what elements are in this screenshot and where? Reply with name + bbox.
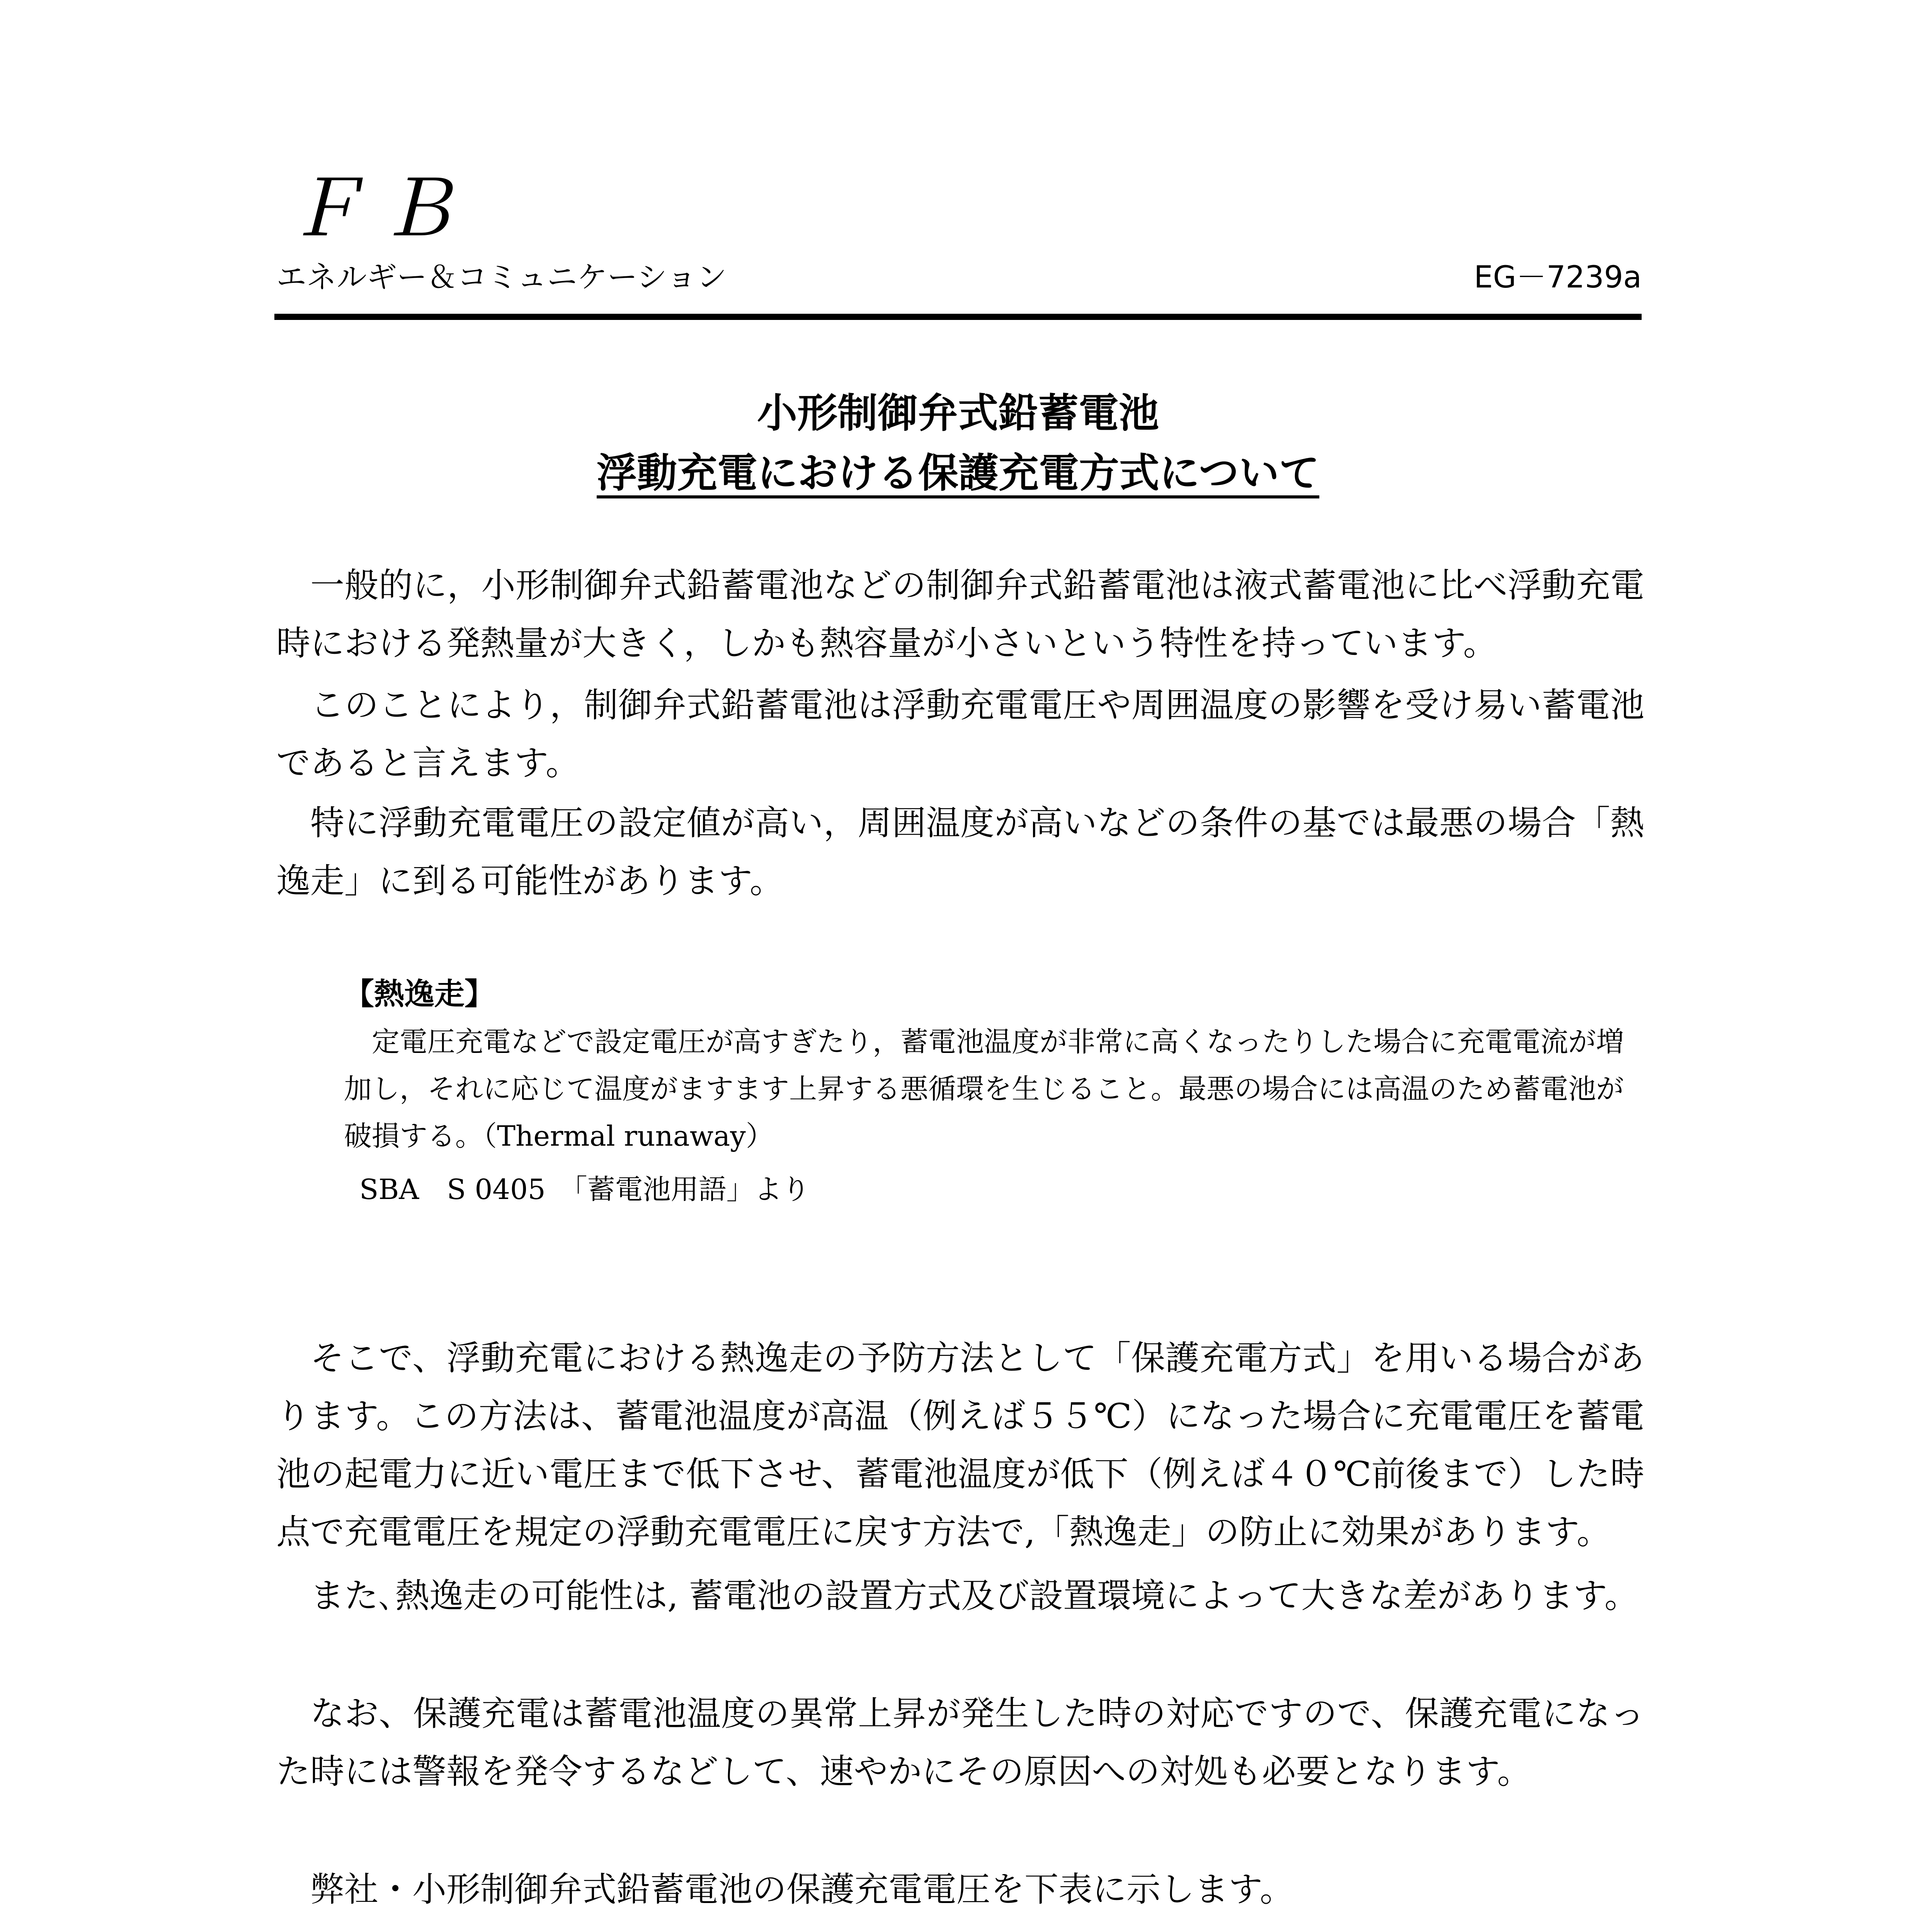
body-paragraph-1: そこで、浮動充電における熱逸走の予防方法として「保護充電方式」を用いる場合があります。この方法は、蓄電池温度が高温（例えば５５℃）になった場合に充電電圧を蓄電池の起電力に近い電圧まで低下させ、蓄電池温度が低下（例えば４０℃前後まで）した時点で充電電圧を規定の浮動充電電圧に戻す方法で,「熱逸走」の防止に効果があります。 (276, 1338, 1644, 1552)
department-name: エネルギー＆コミュニケーション (276, 260, 727, 295)
intro-paragraph-2: このことにより，制御弁式鉛蓄電池は浮動充電電圧や周囲温度の影響を受け易い蓄電池であると言えます。 (276, 685, 1644, 783)
title-line-2 (274, 440, 1642, 498)
body-paragraph-4: 弊社・小形制御弁式鉛蓄電池の保護充電電圧を下表に示します。 (310, 1869, 1294, 1909)
header-rule (274, 314, 1642, 320)
note-source: SBA S 0405 「蓄電池用語」より (359, 1173, 810, 1206)
document-number: EG－7239a (1474, 260, 1642, 295)
title-line-1: 小形制御弁式鉛蓄電池 (757, 389, 1159, 437)
body-paragraph-3: なお、保護充電は蓄電池温度の異常上昇が発生した時の対応ですので、保護充電になった時には警報を発令するなどして、速やかにその原因への対処も必要となります。 (276, 1694, 1644, 1791)
fb-logo: ＦＢ (286, 167, 472, 252)
note-body: 定電圧充電などで設定電圧が高すぎたり，蓄電池温度が非常に高くなったりした場合に充電電流が増加し，それに応じて温度がますます上昇する悪循環を生じること。最悪の場合には高温のため蓄電池が破損する。（Thermal runaway） (344, 1026, 1624, 1152)
intro-paragraph-1: 一般的に，小形制御弁式鉛蓄電池などの制御弁式鉛蓄電池は液式蓄電池に比べ浮動充電時における発熱量が大きく，しかも熱容量が小さいという特性を持っています。 (276, 565, 1644, 663)
note-heading: 【熱逸走】 (344, 977, 495, 1012)
intro-paragraph-3: 特に浮動充電電圧の設定値が高い，周囲温度が高いなどの条件の基では最悪の場合「熱逸走」に到る可能性があります。 (276, 803, 1644, 901)
title-line-2-text: 浮動充電における保護充電方式について (597, 449, 1319, 497)
body-paragraph-2: また､熱逸走の可能性は, 蓄電池の設置方式及び設置環境によって大きな差があります。 (310, 1576, 1639, 1616)
